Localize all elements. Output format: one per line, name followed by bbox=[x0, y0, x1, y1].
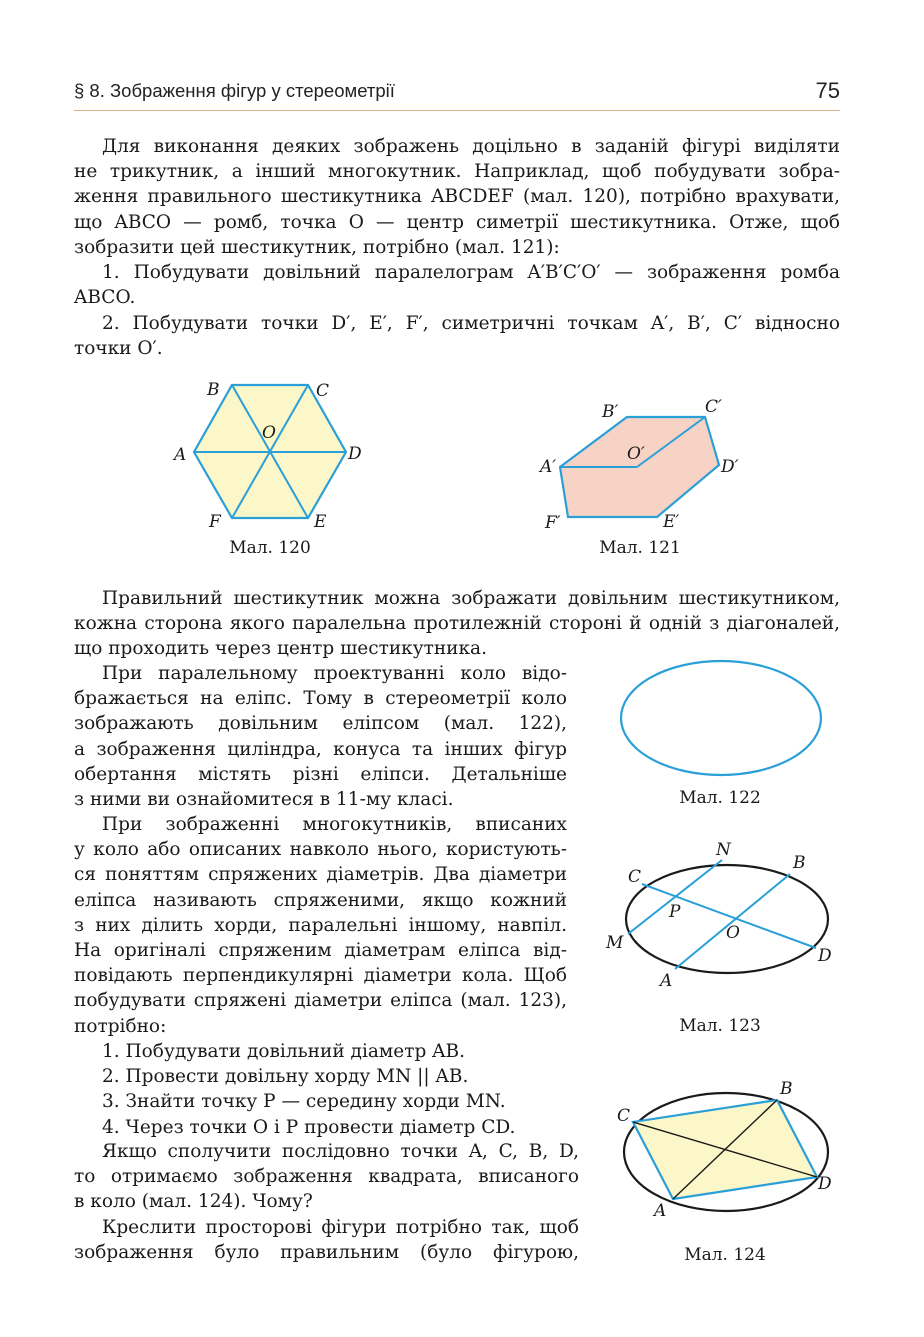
steps-list bbox=[102, 1039, 515, 1140]
step-1 bbox=[74, 260, 840, 310]
label-o-prime: O′ bbox=[627, 444, 645, 464]
text-line: ся поняттям спряжених діаметрів. Два діаметри bbox=[74, 864, 567, 886]
ellipse-outline bbox=[626, 865, 828, 973]
text-line: Креслити просторові фігури потрібно так, щоб bbox=[102, 1217, 579, 1238]
text-line: На оригіналі спряженим діаметрам еліпса від- bbox=[74, 940, 567, 962]
text-line: еліпса називають спряженими, якщо кожний bbox=[74, 889, 567, 911]
label-o: O bbox=[726, 923, 740, 943]
paragraph-conjugate-diameters bbox=[74, 812, 567, 1039]
caption-122: Мал. 122 bbox=[679, 788, 761, 808]
step-2 bbox=[74, 311, 840, 361]
text-line: При паралельному проектуванні коло відо- bbox=[102, 663, 567, 684]
label-a: A bbox=[174, 445, 187, 465]
label-d-prime: D′ bbox=[721, 457, 739, 477]
text-line: зобразити цей шестикутник, потрібно (мал. 121): bbox=[74, 236, 560, 258]
label-p: P bbox=[669, 902, 681, 922]
label-b-prime: B′ bbox=[602, 402, 619, 422]
section-title: § 8. Зображення фігур у стереометрії bbox=[74, 80, 395, 101]
label-c: C bbox=[617, 1106, 631, 1126]
label-d: D bbox=[818, 1174, 832, 1194]
text-line: бражається на еліпс. Тому в стереометрії коло bbox=[74, 688, 567, 710]
text-line: кожна сторона якого паралельна протилежній стороні й одній з діагоналей, bbox=[74, 613, 840, 635]
paragraph-intro bbox=[74, 134, 840, 260]
figure-120-hexagon bbox=[160, 370, 380, 540]
label-n: N bbox=[716, 840, 731, 860]
page-header bbox=[74, 80, 840, 111]
label-a: A bbox=[660, 971, 673, 991]
text-line: обертання містять різні еліпси. Детальніше bbox=[74, 763, 567, 785]
paragraph-hexagon-rule bbox=[74, 586, 840, 662]
label-b: B bbox=[207, 380, 220, 400]
diameter-ab bbox=[675, 874, 790, 969]
text-line: потрібно: bbox=[74, 1015, 167, 1037]
text-line: в коло (мал. 124). Чому? bbox=[74, 1191, 313, 1213]
text-line: ABCO. bbox=[74, 287, 136, 309]
paragraph-ellipse bbox=[74, 661, 567, 812]
label-b: B bbox=[780, 1079, 793, 1099]
step-item: 3. Знайти точку P — середину хорди MN. bbox=[102, 1091, 506, 1113]
text-line: що проходить через центр шестикутника. bbox=[74, 638, 487, 660]
paragraph-drawing-rule bbox=[74, 1215, 579, 1265]
label-c: C bbox=[316, 381, 330, 401]
label-m: M bbox=[606, 933, 624, 953]
text-line: точки O′. bbox=[74, 338, 163, 360]
text-line: 1. Побудувати довільний паралелограм A′B′C′O′ — зображення ромба bbox=[102, 262, 840, 283]
step-item: 4. Через точки O і P провести діаметр CD. bbox=[102, 1116, 516, 1138]
page-number: 75 bbox=[815, 78, 840, 103]
label-o: O bbox=[262, 423, 276, 443]
label-b: B bbox=[793, 853, 806, 873]
text-line: що ABCO — ромб, точка O — центр симетрії шестикутника. Отже, щоб bbox=[74, 211, 840, 233]
text-line: не трикутник, а інший многокутник. Наприклад, щоб побудувати зобра- bbox=[74, 161, 840, 183]
figure-121-hexagon-projection bbox=[530, 395, 750, 535]
figure-124-inscribed-square bbox=[610, 1075, 840, 1225]
text-line: 2. Побудувати точки D′, E′, F′, симетричні точкам A′, B′, C′ відносно bbox=[102, 313, 840, 334]
step-item: 2. Провести довільну хорду MN || AB. bbox=[102, 1066, 469, 1088]
step-item: 1. Побудувати довільний діаметр AB. bbox=[102, 1041, 466, 1062]
text-line: то отримаємо зображення квадрата, вписаного bbox=[74, 1166, 579, 1188]
text-line: з ними ви ознайомитеся в 11-му класі. bbox=[74, 789, 454, 811]
text-line: зображають довільним еліпсом (мал. 122), bbox=[74, 713, 567, 735]
label-a: A bbox=[654, 1201, 667, 1221]
label-a-prime: A′ bbox=[540, 457, 557, 477]
paragraph-square bbox=[74, 1139, 579, 1215]
label-c-prime: C′ bbox=[705, 397, 722, 417]
label-e: E bbox=[314, 512, 327, 532]
caption-124: Мал. 124 bbox=[684, 1245, 766, 1265]
text-line: повідають перпендикулярні діаметри кола. Щоб bbox=[74, 965, 567, 987]
figure-122-ellipse bbox=[610, 655, 830, 785]
label-f: F bbox=[209, 512, 221, 532]
label-c: C bbox=[628, 867, 642, 887]
label-d: D bbox=[348, 444, 362, 464]
text-line: Правильний шестикутник можна зображати довільним шестикутником, bbox=[102, 588, 840, 609]
label-e-prime: E′ bbox=[663, 512, 680, 532]
text-line: ження правильного шестикутника ABCDEF (мал. 120), потрібно врахувати, bbox=[74, 186, 840, 208]
text-line: зображення було правильним (було фігурою, bbox=[74, 1242, 579, 1264]
text-line: у коло або описаних навколо нього, користують- bbox=[74, 839, 567, 861]
label-f-prime: F′ bbox=[545, 513, 561, 533]
ellipse-shape bbox=[621, 661, 821, 775]
text-line: побудувати спряжені діаметри еліпса (мал. 123), bbox=[74, 990, 567, 1012]
figure-123-conjugate-diameters bbox=[600, 835, 840, 995]
text-line: а зображення циліндра, конуса та інших фігур bbox=[74, 738, 567, 760]
text-line: Якщо сполучити послідовно точки A, C, B, D, bbox=[102, 1141, 579, 1162]
text-line: При зображенні многокутників, вписаних bbox=[102, 814, 567, 835]
caption-121: Мал. 121 bbox=[599, 538, 681, 558]
text-line: з них ділить хорди, паралельні іншому, навпіл. bbox=[74, 914, 567, 936]
caption-120: Мал. 120 bbox=[229, 538, 311, 558]
label-d: D bbox=[818, 946, 832, 966]
caption-123: Мал. 123 bbox=[679, 1016, 761, 1036]
text-line: Для виконання деяких зображень доцільно в заданій фігурі виділяти bbox=[102, 136, 840, 157]
